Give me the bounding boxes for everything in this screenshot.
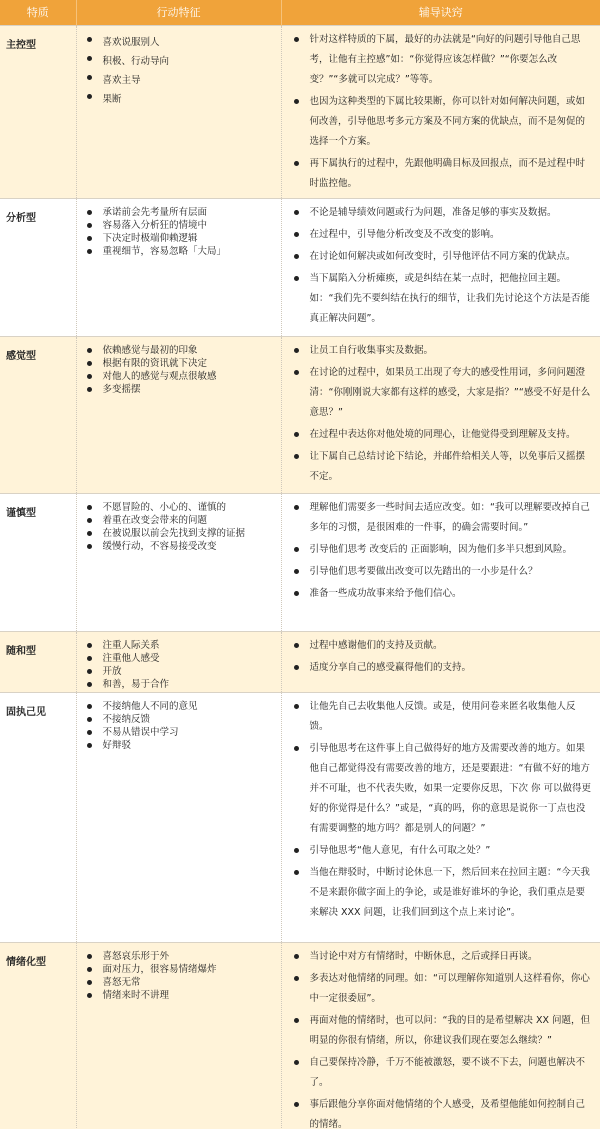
coaching-tip: 适度分享自己的感受赢得他们的支持。 — [292, 658, 593, 678]
behavior-list — [85, 701, 277, 752]
coaching-cell — [281, 942, 600, 1129]
coaching-tip: 让下属自己总结讨论下结论，并邮件给相关人等，以免事后又摇摆不定。 — [292, 447, 593, 487]
behavior-item: 注重人际关系 — [85, 640, 277, 652]
behavior-item: 和善，易于合作 — [85, 679, 277, 691]
header-trait: 特质 — [0, 0, 76, 25]
behavior-item: 对他人的感觉与观点很敏感 — [85, 371, 277, 383]
coaching-tip: 过程中感谢他们的支持及贡献。 — [292, 636, 593, 656]
behavior-item: 重视细节，容易忽略「大局」 — [85, 246, 277, 258]
behavior-item: 着重在改变会带来的问题 — [85, 515, 277, 527]
trait-name: 随和型 — [0, 631, 76, 692]
trait-name: 感觉型 — [0, 336, 76, 493]
behavior-item: 依赖感觉与最初的印象 — [85, 345, 277, 357]
coaching-tip: 再面对他的情绪时，也可以问：“我的目的是希望解决 XX 问题，但明显的你很有情绪，所以，你建议我们现在要怎么继续？” — [292, 1011, 593, 1051]
behavior-list — [85, 951, 277, 1002]
behavior-list — [85, 502, 277, 553]
coaching-tip: 当他在辩驳时，中断讨论休息一下，然后回来在拉回主题：“今天我不是来跟你做字面上的争论，或是谁好谁坏的争论，我们重点是要来解决 XXX 问题，让我们回到这个点上来讨论”。 — [292, 863, 593, 923]
header-behavior: 行动特征 — [76, 0, 281, 25]
behavior-list — [85, 34, 277, 109]
coaching-tip: 针对这样特质的下属，最好的办法就是“向好的问题引导他自己思考，让他有主控感”如：“你觉得应该怎样做？”“你要怎么改变？”“多就可以完成？”等等。 — [292, 30, 593, 90]
behavior-cell — [76, 198, 281, 336]
coaching-tip: 当下属陷入分析瘫痪，或是纠结在某一点时，把他拉回主题。如：“我们先不要纠结在执行的细节，让我们先讨论这个方法是否能真正解决问题”。 — [292, 269, 593, 329]
coaching-tip: 引导他们思考要做出改变可以先踏出的一小步是什么？ — [292, 562, 593, 582]
behavior-cell — [76, 631, 281, 692]
behavior-cell — [76, 25, 281, 198]
behavior-cell — [76, 692, 281, 942]
table-row — [0, 942, 600, 1129]
behavior-item: 根据有限的资讯就下决定 — [85, 358, 277, 370]
coaching-tip: 也因为这种类型的下属比较果断，你可以针对如何解决问题，或如何改善，引导他思考多元方案及不同方案的优缺点，而不是匆促的选择一个方案。 — [292, 92, 593, 152]
coaching-list — [292, 697, 593, 923]
behavior-item: 下决定时极端仰赖逻辑 — [85, 233, 277, 245]
table-row — [0, 336, 600, 493]
coaching-tip: 多表达对他情绪的同理。如：“可以理解你知道别人这样看你，你心中一定很委屈”。 — [292, 969, 593, 1009]
trait-name: 主控型 — [0, 25, 76, 198]
coaching-list — [292, 636, 593, 678]
coaching-tip: 让员工自行收集事实及数据。 — [292, 341, 593, 361]
coaching-tip: 不论是辅导绩效问题或行为问题，准备足够的事实及数据。 — [292, 203, 593, 223]
coaching-tip: 理解他们需要多一些时间去适应改变。如：“我可以理解要改掉自己多年的习惯，是很困难的一件事，的确会需要时间。” — [292, 498, 593, 538]
behavior-cell — [76, 942, 281, 1129]
behavior-item: 承诺前会先考量所有层面 — [85, 207, 277, 219]
coaching-list — [292, 498, 593, 604]
table-row — [0, 25, 600, 198]
coaching-tip: 在讨论如何解决或如何改变时，引导他评估不同方案的优缺点。 — [292, 247, 593, 267]
behavior-item: 多变摇摆 — [85, 384, 277, 396]
behavior-item: 喜欢主导 — [85, 72, 277, 90]
behavior-item: 好辩驳 — [85, 740, 277, 752]
coaching-tip: 引导他思考在这件事上自己做得好的地方及需要改善的地方。如果他自己都觉得没有需要改善的地方，还是要跟进：“有做不好的地方并不可耻，也不代表失败，如果一定要你反思，下次 你 可以做得更好的你觉得是什么？”或是，“真的吗，你的意思是说你一丁点也没有需要调整的地方吗？都是别人的问题？” — [292, 739, 593, 839]
coaching-tip: 事后跟他分享你面对他情绪的个人感受，及希望他能如何控制自己的情绪。 — [292, 1095, 593, 1129]
behavior-item: 果断 — [85, 91, 277, 109]
coaching-tip: 让他先自己去收集他人反馈。或是，使用问卷来匿名收集他人反馈。 — [292, 697, 593, 737]
behavior-item: 情绪来时不讲理 — [85, 990, 277, 1002]
behavior-list — [85, 345, 277, 396]
coaching-cell — [281, 631, 600, 692]
behavior-item: 喜怒哀乐形于外 — [85, 951, 277, 963]
coaching-list — [292, 341, 593, 487]
behavior-item: 不接纳他人不同的意见 — [85, 701, 277, 713]
coaching-tip: 在过程中表达你对他处境的同理心，让他觉得受到理解及支持。 — [292, 425, 593, 445]
table-row — [0, 631, 600, 692]
coaching-list — [292, 947, 593, 1129]
coaching-tip: 再下属执行的过程中，先跟他明确目标及回报点，而不是过程中时时监控他。 — [292, 154, 593, 194]
coaching-tip: 准备一些成功故事来给予他们信心。 — [292, 584, 593, 604]
behavior-cell — [76, 493, 281, 631]
trait-name: 情绪化型 — [0, 942, 76, 1129]
table-row — [0, 692, 600, 942]
coaching-list — [292, 203, 593, 329]
coaching-list — [292, 30, 593, 194]
behavior-item: 缓慢行动，不容易接受改变 — [85, 541, 277, 553]
coaching-cell — [281, 692, 600, 942]
trait-name: 固执己见 — [0, 692, 76, 942]
behavior-item: 容易落入分析狂的情境中 — [85, 220, 277, 232]
coaching-tip: 在过程中，引导他分析改变及不改变的影响。 — [292, 225, 593, 245]
behavior-item: 注重他人感受 — [85, 653, 277, 665]
trait-name: 分析型 — [0, 198, 76, 336]
table-header-row — [0, 0, 600, 25]
behavior-item: 喜怒无常 — [85, 977, 277, 989]
behavior-item: 不接纳反馈 — [85, 714, 277, 726]
coaching-cell — [281, 25, 600, 198]
behavior-list — [85, 640, 277, 691]
coaching-tip: 引导他思考“他人意见，有什么可取之处？” — [292, 841, 593, 861]
behavior-item: 开放 — [85, 666, 277, 678]
coaching-cell — [281, 198, 600, 336]
header-coaching: 辅导诀窍 — [281, 0, 600, 25]
behavior-item: 喜欢说服别人 — [85, 34, 277, 52]
behavior-cell — [76, 336, 281, 493]
behavior-item: 不易从错误中学习 — [85, 727, 277, 739]
coaching-cell — [281, 493, 600, 631]
behavior-item: 面对压力，很容易情绪爆炸 — [85, 964, 277, 976]
coaching-cell — [281, 336, 600, 493]
coaching-tip: 当讨论中对方有情绪时，中断休息，之后或择日再谈。 — [292, 947, 593, 967]
behavior-item: 不愿冒险的、小心的、谨慎的 — [85, 502, 277, 514]
table-row — [0, 493, 600, 631]
coaching-tip: 引导他们思考 改变后的 正面影响，因为他们多半只想到风险。 — [292, 540, 593, 560]
table-row — [0, 198, 600, 336]
coaching-tip: 在讨论的过程中，如果员工出现了夸大的感受性用词，多问问题澄清：“你刚刚说大家都有这样的感受，大家是指？”“感受不好是什么意思？” — [292, 363, 593, 423]
behavior-list — [85, 207, 277, 258]
trait-name: 谨慎型 — [0, 493, 76, 631]
behavior-item: 在被说服以前会先找到支撑的证据 — [85, 528, 277, 540]
behavior-item: 积极、行动导向 — [85, 53, 277, 71]
coaching-tip: 自己要保持冷静，千万不能被激怒，要不谈不下去，问题也解决不了。 — [292, 1053, 593, 1093]
